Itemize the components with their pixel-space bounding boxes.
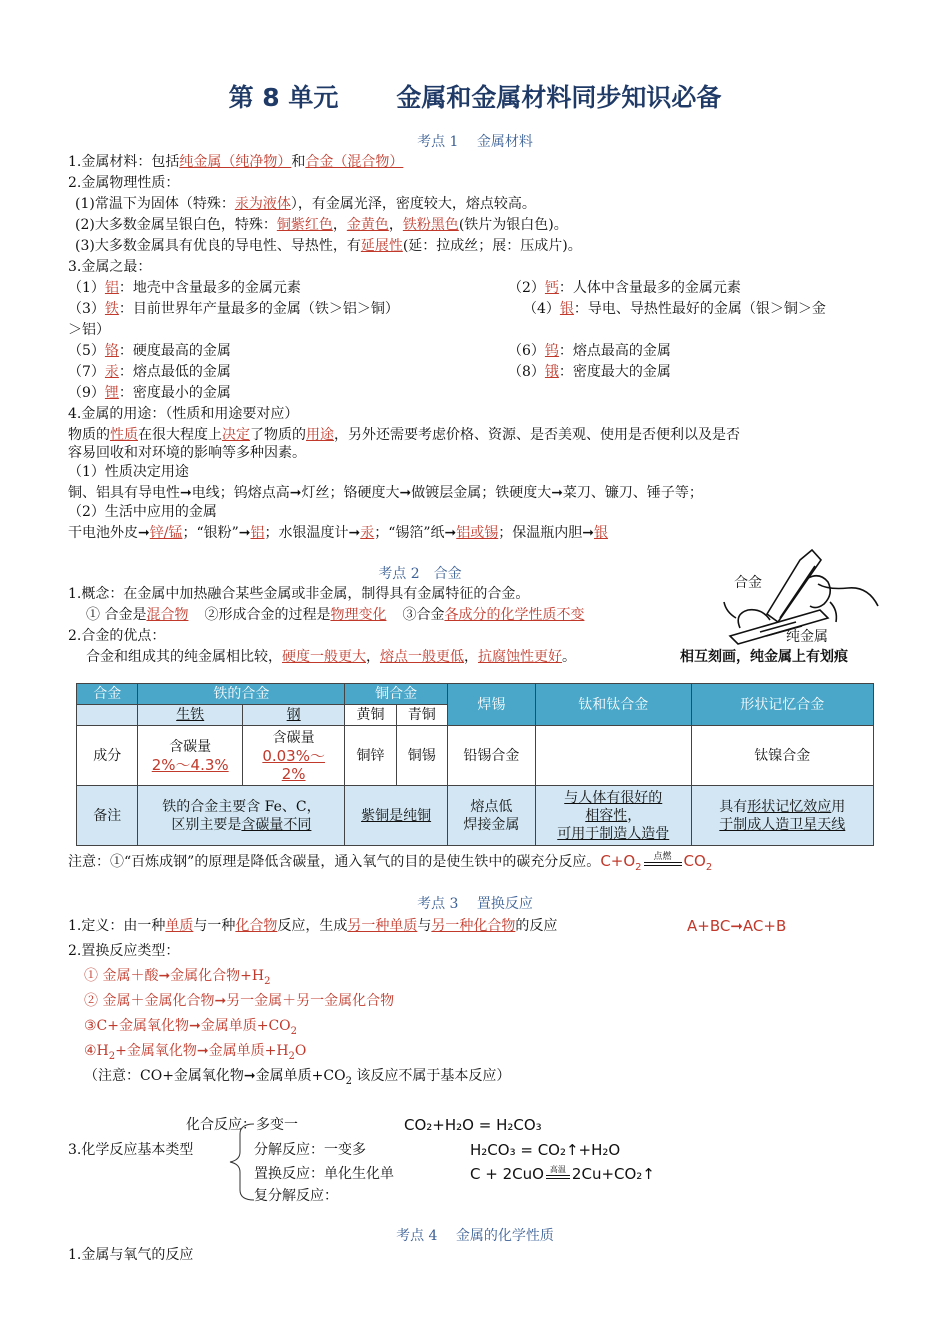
cell-bronze-composition: 铜锡	[396, 726, 447, 786]
s1-line-2: 2.金属物理性质：	[68, 175, 180, 191]
figure-caption: 相互刻画，纯金属上有划痕	[680, 649, 848, 665]
th-titanium: 钛和钛合金	[535, 684, 691, 726]
th-brass: 黄铜	[345, 705, 396, 726]
title-name: 金属和金属材料同步知识必备	[396, 83, 722, 112]
metal-most-5: （5）铬：硬度最高的金属	[68, 343, 231, 359]
s1-line-13: 干电池外皮➞锌/锰；“银粉”➞铝；水银温度计➞汞；“锡箔”纸➞铝或锡；保温瓶内胆➞银	[68, 525, 609, 541]
th-steel: 钢	[242, 705, 344, 726]
reaction-type-4: $④H_2+$金属氧化物➞金属单质$+H_2O$	[84, 1043, 307, 1062]
page-title	[0, 78, 950, 114]
s2-line-4: 合金和组成其的纯金属相比较，硬度一般更大，熔点一般更低，抗腐蚀性更好。	[86, 649, 576, 665]
cell-titanium-composition	[535, 726, 691, 786]
s3-line-1: 1.定义：由一种单质与一种化合物反应，生成另一种单质与另一种化合物的反应	[68, 918, 558, 934]
decomposition-reaction: 分解反应：一变多	[254, 1142, 366, 1158]
alloy-table	[76, 683, 874, 846]
displacement-reaction: 置换反应：单化生化单	[254, 1166, 394, 1182]
reaction-type-3: ③C+金属氧化物➞金属单质$+CO_2$	[84, 1018, 298, 1037]
s2-line-3: 2.合金的优点：	[68, 628, 166, 644]
s1-line-9: 容易回收和对环境的影响等多种因素。	[68, 445, 306, 461]
section-heading-1: 考点 1 金属材料	[417, 134, 533, 150]
cell-steel-composition: 含碳量 0.03%～ 2%	[242, 726, 344, 786]
metal-most-4-cont: ＞铝）	[68, 322, 110, 338]
s1-line-11: 铜、铝具有导电性➞电线；钨熔点高➞灯丝；铬硬度大➞做镀层金属；铁硬度大➞菜刀、镰刀、锤子等；	[68, 485, 703, 501]
decomposition-equation: H₂CO₃ = CO₂↑+H₂O	[470, 1141, 621, 1159]
th-bronze: 青铜	[396, 705, 447, 726]
cell-copper-remark: 紫铜是纯铜	[345, 786, 447, 846]
metal-most-9: （9）锂：密度最小的金属	[68, 385, 231, 401]
cell-brass-composition: 铜锌	[345, 726, 396, 786]
th-copper-alloy: 铜合金	[345, 684, 447, 705]
metal-most-2: （2）钙：人体中含量最多的金属元素	[508, 280, 741, 296]
th-alloy: 合金	[77, 684, 138, 705]
reaction-type-2: ② 金属＋金属化合物➞另一金属＋另一金属化合物	[84, 993, 395, 1009]
cell-shape-memory-remark: 具有形状记忆效应用 于制成人造卫星天线	[691, 786, 873, 846]
s4-line-1: 1.金属与氧气的反应	[68, 1247, 194, 1263]
th-blank	[77, 705, 138, 726]
combination-reaction: 化合反应：多变一	[186, 1117, 298, 1133]
s1-line-10: （1）性质决定用途	[68, 464, 189, 480]
s1-line-8: 物质的性质在很大程度上决定了物质的用途，另外还需要考虑价格、资源、是否美观、使用是否便利以及是否	[68, 427, 740, 443]
cell-titanium-remark: 与人体有很好的 相容性， 可用于制造人造骨	[535, 786, 691, 846]
s1-line-6: 3.金属之最：	[68, 259, 152, 275]
cell-solder-remark: 熔点低 焊接金属	[447, 786, 535, 846]
s1-line-4: (2)大多数金属呈银白色，特殊：铜紫红色，金黄色，铁粉黑色(铁片为银白色)。	[75, 217, 568, 233]
cell-pig-iron-composition: 含碳量 2%～4.3%	[138, 726, 242, 786]
section-heading-4: 考点 4 金属的化学性质	[396, 1228, 554, 1244]
displacement-example-equation: C + 2CuO 高温 2Cu+CO₂↑	[470, 1165, 655, 1183]
row-composition-label: 成分	[77, 726, 138, 786]
figure-label-alloy: 合金	[734, 575, 762, 591]
cell-iron-remark: 铁的合金主要含 Fe、C， 区别主要是含碳量不同	[138, 786, 345, 846]
section-heading-3: 考点 3 置换反应	[417, 896, 533, 912]
s2-line-2: ① 合金是混合物 ②形成合金的过程是物理变化 ③合金各成分的化学性质不变	[86, 607, 585, 623]
s3-note: （注意：CO+金属氧化物➞金属单质$+CO_2$ 该反应不属于基本反应）	[84, 1068, 511, 1087]
metal-most-7: （7）汞：熔点最低的金属	[68, 364, 231, 380]
cell-solder-composition: 铅锡合金	[447, 726, 535, 786]
note-line: 注意：①“百炼成钢”的原理是降低含碳量，通入氧气的目的是使生铁中的碳充分反应。$C+O_2$ 点燃 $CO_2$	[68, 852, 713, 873]
title-unit: 第 8 单元	[228, 83, 339, 112]
s1-line-1: 1.金属材料：包括纯金属（纯净物）和合金（混合物）	[68, 154, 404, 170]
metal-most-1: （1）铝：地壳中含量最多的金属元素	[68, 280, 301, 296]
metal-most-4: （4）银：导电、导热性最好的金属（银＞铜＞金	[523, 301, 826, 317]
s1-line-12: （2）生活中应用的金属	[68, 504, 217, 520]
figure-label-pure-metal: 纯金属	[786, 629, 828, 645]
metal-most-8: （8）锇：密度最大的金属	[508, 364, 671, 380]
s3-line-2: 2.置换反应类型：	[68, 943, 180, 959]
reaction-type-1: ① 金属＋酸➞金属化合物$+H_2$	[84, 968, 271, 987]
th-pig-iron: 生铁	[138, 705, 242, 726]
th-iron-alloy: 铁的合金	[138, 684, 345, 705]
cell-shape-memory-composition: 钛镍合金	[691, 726, 873, 786]
s1-line-5: (3)大多数金属具有优良的导电性、导热性，有延展性(延：拉成丝；展：压成片)。	[75, 238, 582, 254]
s2-line-1: 1.概念：在金属中加热融合某些金属或非金属，制得具有金属特征的合金。	[68, 586, 530, 602]
metal-most-6: （6）钨：熔点最高的金属	[508, 343, 671, 359]
double-displacement-reaction: 复分解反应：	[254, 1188, 338, 1204]
th-solder: 焊锡	[447, 684, 535, 726]
metal-most-3: （3）铁：目前世界年产量最多的金属（铁＞铝＞铜）	[68, 301, 399, 317]
s1-line-3: (1)常温下为固体（特殊：汞为液体），有金属光泽，密度较大，熔点较高。	[75, 196, 536, 212]
th-shape-memory: 形状记忆合金	[691, 684, 873, 726]
row-remark-label: 备注	[77, 786, 138, 846]
section-heading-2: 考点 2 合金	[378, 566, 462, 582]
s1-line-7: 4.金属的用途：（性质和用途要对应）	[68, 406, 299, 422]
basic-reaction-types-label: 3.化学反应基本类型	[68, 1142, 194, 1158]
displacement-equation: A+BC➞AC+B	[687, 917, 787, 935]
combination-equation: CO₂+H₂O = H₂CO₃	[404, 1116, 542, 1134]
